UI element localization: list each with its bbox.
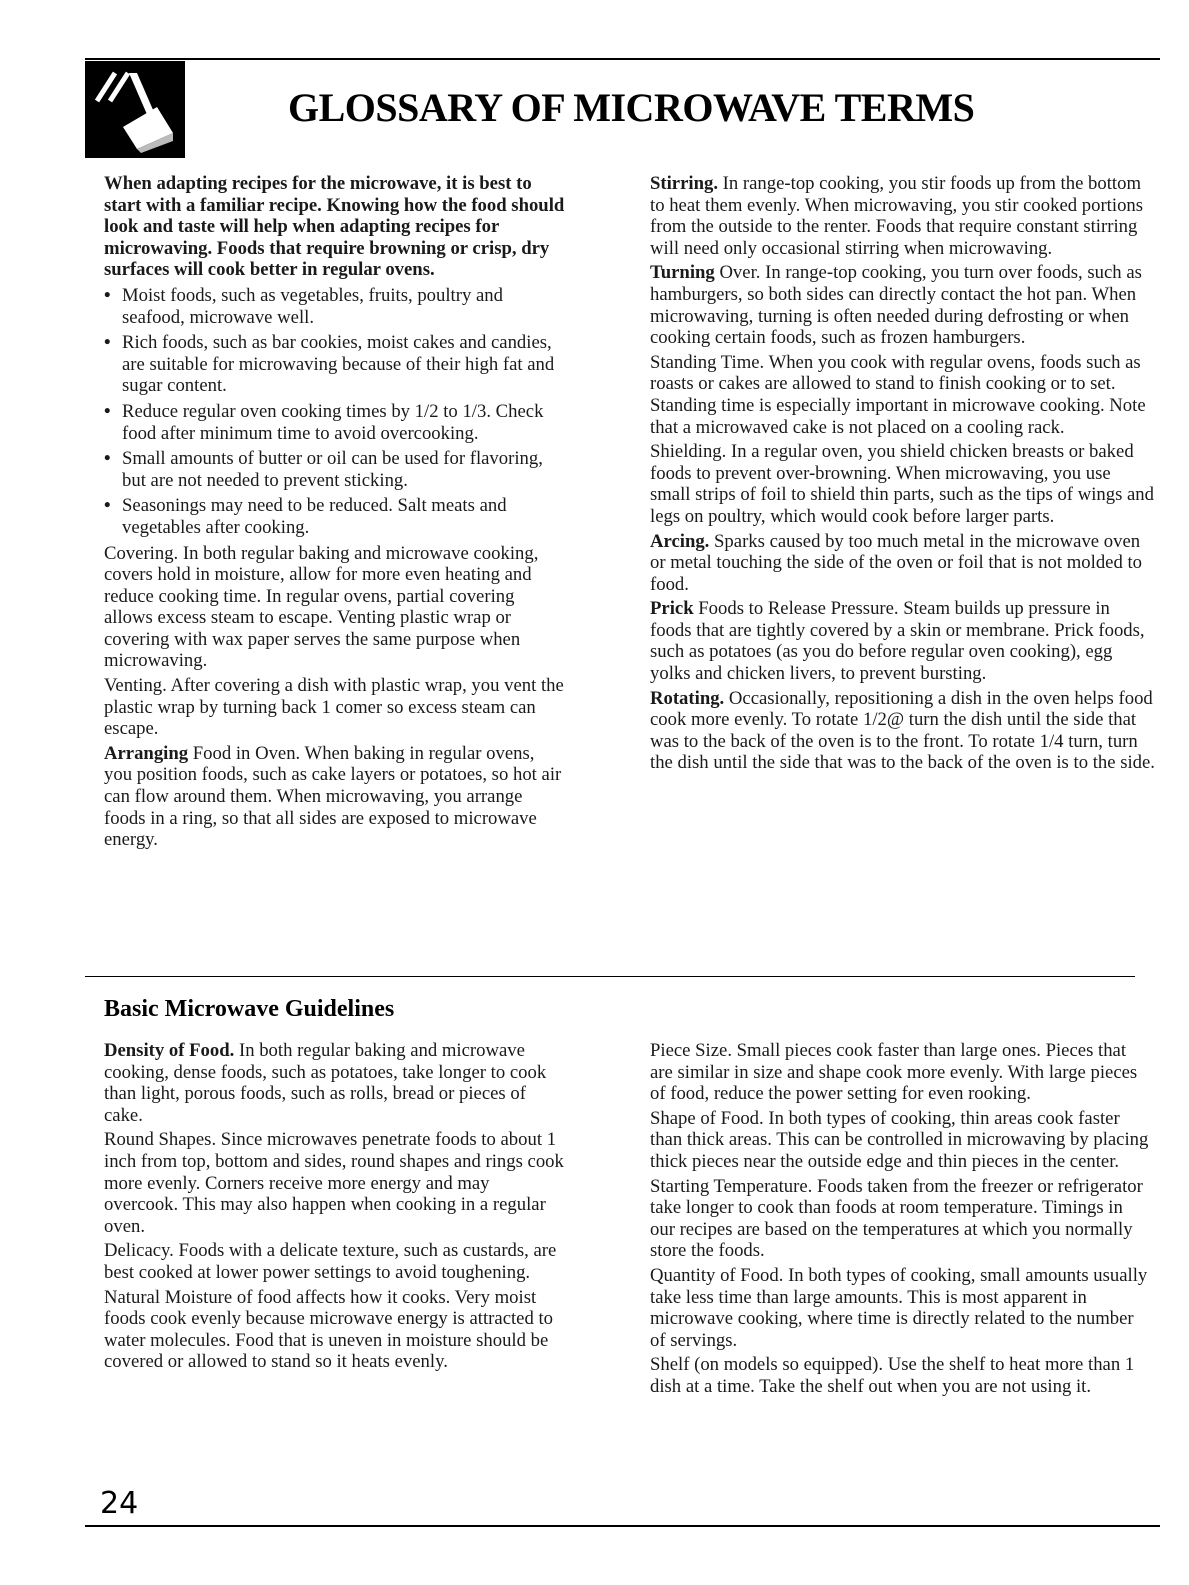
term-prick: Prick: [650, 598, 694, 620]
section-divider: [85, 976, 1135, 977]
term-rotating: Rotating.: [650, 687, 725, 709]
top-rule: [85, 58, 1160, 60]
guideline-natural-moisture: Natural Moisture of food affects how it cooks. Very moist foods cook evenly because microwave energy is attracted to water molecules. Food that is uneven in moisture should be covered or allowed to stand so it heats evenly.: [104, 1286, 554, 1373]
glossary-arcing: Arcing. Sparks caused by too much metal in the microwave oven or metal touching the side of the oven or foil that is not molded to food.: [650, 530, 1143, 595]
guideline-delicacy: Delicacy. Foods with a delicate texture, such as custards, are best cooked at lower power settings to avoid toughening.: [104, 1240, 557, 1283]
list-item: • Moist foods, such as vegetables, fruits, poultry and seafood, microwave well.: [104, 284, 503, 328]
glossary-rotating: Rotating. Occasionally, repositioning a dish in the oven helps food cook more evenly. To rotate 1/2@ turn the dish until the side that was to the back of the oven is to the front. To rotate 1/4 turn, turn the dish until the side that was to the back of the oven is to the side.: [650, 687, 1155, 774]
guideline-round-shapes: Round Shapes. Since microwaves penetrate foods to about 1 inch from top, bottom and sides, round shapes and rings cook more evenly. Corners receive more energy and may overcook. This may also happen when cooking in a regular oven.: [104, 1129, 564, 1237]
bullet-icon: •: [104, 448, 111, 470]
guideline-quantity: Quantity of Food. In both types of cooking, small amounts usually take less time than large amounts. This is most apparent in microwave cooking, where time is directly related to the number of servings.: [650, 1264, 1148, 1351]
glossary-turning: Turning Over. In range-top cooking, you turn over foods, such as hamburgers, so both sides can directly contact the hot pan. When microwaving, turning is often needed during defrosting or when cooking certain foods, such as frozen hamburgers.: [650, 262, 1142, 349]
guidelines-right-column: [650, 1040, 1150, 1401]
glossary-shielding: Shielding. In a regular oven, you shield chicken breasts or baked foods to prevent over-browning. When microwaving, you use small strips of foil to shield thin parts, such as the tips of wings and legs on poultry, which would cook before larger parts.: [650, 441, 1154, 527]
list-item: • Rich foods, such as bar cookies, moist cakes and candies, are suitable for microwaving because of their high fat and sugar content.: [104, 332, 555, 397]
page-title: GLOSSARY OF MICROWAVE TERMS: [288, 85, 975, 130]
section-heading: Basic Microwave Guidelines: [104, 996, 395, 1022]
microwave-logo-icon: [85, 61, 185, 158]
glossary-arranging: Arranging Food in Oven. When baking in regular ovens, you position foods, such as cake layers or potatoes, so hot air can flow around them. When microwaving, you arrange foods in a ring, so that all sides are exposed to microwave energy.: [104, 742, 562, 851]
glossary-standing-time: Standing Time. When you cook with regular ovens, foods such as roasts or cakes are allowed to stand to finish cooking or to set. Standing time is especially important in microwave cooking. Note that a microwaved cake is not placed on a cooling rack.: [650, 351, 1146, 438]
term-turning: Turning: [650, 262, 715, 284]
glossary-prick: Prick Foods to Release Pressure. Steam builds up pressure in foods that are tightly covered by a skin or membrane. Prick foods, such as potatoes (as you do before regular oven cooking), egg yolks and chicken livers, to prevent bursting.: [650, 598, 1145, 685]
bottom-rule: [85, 1525, 1160, 1527]
bullet-icon: •: [104, 332, 111, 354]
guideline-starting-temperature: Starting Temperature. Foods taken from the freezer or refrigerator take longer to cook than foods at room temperature. Timings in our recipes are based on the temperatures at which you normally store the foods.: [650, 1175, 1143, 1262]
list-item: • Reduce regular oven cooking times by 1/2 to 1/3. Check food after minimum time to avoid overcooking.: [104, 400, 544, 444]
bullet-icon: •: [104, 400, 111, 422]
glossary-right-column: [650, 173, 1155, 777]
guideline-shape: Shape of Food. In both types of cooking, thin areas cook faster than thick areas. This can be controlled in microwaving by placing thick pieces near the outside edge and thin pieces in the center.: [650, 1107, 1149, 1172]
guidelines-left-column: [104, 1040, 566, 1376]
list-item: • Seasonings may need to be reduced. Salt meats and vegetables after cooking.: [104, 495, 507, 538]
glossary-venting: Venting. After covering a dish with plastic wrap, you vent the plastic wrap by turning back 1 comer so excess steam can escape.: [104, 675, 564, 740]
term-arranging: Arranging: [104, 742, 189, 764]
guideline-density: Density of Food. In both regular baking and microwave cooking, dense foods, such as potatoes, take longer to cook than light, porous foods, such as rolls, bread or pieces of cake.: [104, 1040, 547, 1126]
term-arcing: Arcing.: [650, 530, 710, 552]
term-stirring: Stirring.: [650, 173, 718, 194]
glossary-covering: Covering. In both regular baking and microwave cooking, covers hold in moisture, allow for more even heating and reduce cooking time. In regular ovens, partial covering allows excess steam to escape. Venting plastic wrap or covering with wax paper serves the same purpose when microwaving.: [104, 542, 539, 672]
guideline-piece-size: Piece Size. Small pieces cook faster than large ones. Pieces that are similar in size and shape cook more evenly. With large pieces of food, reduce the power setting for even rooking.: [650, 1040, 1138, 1105]
guideline-shelf: Shelf (on models so equipped). Use the shelf to heat more than 1 dish at a time. Take the shelf out when you are not using it.: [650, 1354, 1135, 1397]
intro-paragraph: When adapting recipes for the microwave, it is best to start with a familiar recipe. Knowing how the food should look and taste will help when adapting recipes for microwaving. Foods that require browning or crisp, dry surfaces will cook better in regular ovens.: [104, 173, 565, 281]
page-number: 24: [100, 1486, 139, 1521]
bullet-icon: •: [104, 495, 111, 517]
list-item: • Small amounts of butter or oil can be used for flavoring, but are not needed to prevent sticking.: [104, 448, 543, 491]
bullet-icon: •: [104, 284, 111, 306]
glossary-left-column: [104, 173, 566, 854]
glossary-stirring: Stirring. In range-top cooking, you stir foods up from the bottom to heat them evenly. When microwaving, you stir cooked portions from the outside to the renter. Foods that require constant stirring will need only occasional stirring when microwaving.: [650, 173, 1144, 259]
term-density: Density of Food.: [104, 1040, 235, 1061]
